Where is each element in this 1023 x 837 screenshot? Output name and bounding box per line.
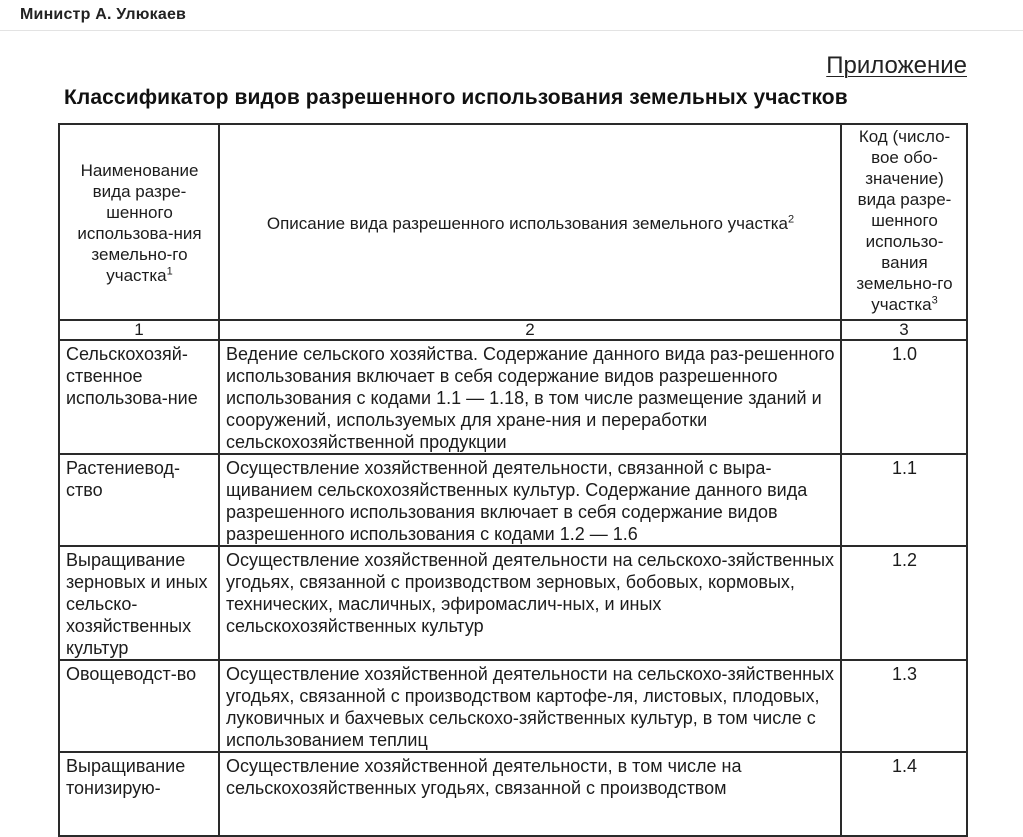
row-code: 1.3 — [841, 660, 967, 752]
header-bar — [0, 0, 1023, 31]
row-name: Растениевод-ство — [59, 454, 219, 546]
row-name: Выращивание зерновых и иных сельско-хозяйственных культур — [59, 546, 219, 660]
row-code: 1.1 — [841, 454, 967, 546]
column-number: 2 — [219, 320, 841, 340]
table-row — [59, 660, 967, 752]
classifier-table — [58, 123, 968, 837]
document-title: Классификатор видов разрешенного использования земельных участков — [64, 86, 848, 109]
row-code: 1.4 — [841, 752, 967, 836]
row-description: Осуществление хозяйственной деятельности на сельскохо-зяйственных угодьях, связанной с производством картофе-ля, листовых, плодовых, луковичных и бахчевых сельскохо-зяйственных культур, в том числе с использованием теплиц — [219, 660, 841, 752]
header-code: Код (число-вое обо-значение) вида разре-шенного использо-вания земельно-го участка$^3$ — [841, 124, 967, 320]
table-row — [59, 454, 967, 546]
row-description: Ведение сельского хозяйства. Содержание данного вида раз-решенного использования включает в себя содержание видов разрешенного использования с кодами 1.1 — 1.18, в том числе размещение зданий и сооружений, используемых для хране-ния и переработки сельскохозяйственной продукции — [219, 340, 841, 454]
row-name: Сельскохозяй-ственное использова-ние — [59, 340, 219, 454]
table-row — [59, 752, 967, 836]
header-name: Наименование вида разре-шенного использова-ния земельно-го участка$^1$ — [59, 124, 219, 320]
column-number: 3 — [841, 320, 967, 340]
minister-signature: Министр А. Улюкаев — [20, 6, 187, 23]
column-number: 1 — [59, 320, 219, 340]
table-row — [59, 546, 967, 660]
table-row — [59, 340, 967, 454]
row-code: 1.2 — [841, 546, 967, 660]
row-name: Овощеводст-во — [59, 660, 219, 752]
appendix-label: Приложение — [826, 52, 967, 79]
row-name: Выращивание тонизирую- — [59, 752, 219, 836]
column-number-row — [59, 320, 967, 340]
row-code: 1.0 — [841, 340, 967, 454]
row-description: Осуществление хозяйственной деятельности, связанной с выра-щиванием сельскохозяйственных культур. Содержание данного вида разрешенного использования включает в себя содержание видов разрешенного использования с кодами 1.2 — 1.6 — [219, 454, 841, 546]
row-description: Осуществление хозяйственной деятельности, в том числе на сельскохозяйственных угодьях, связанной с производством — [219, 752, 841, 836]
header-description: Описание вида разрешенного использования земельного участка$^2$ — [219, 124, 841, 320]
row-description: Осуществление хозяйственной деятельности на сельскохо-зяйственных угодьях, связанной с производством зерновых, бобовых, кормовых, технических, масличных, эфиромаслич-ных, и иных сельскохозяйственных культур — [219, 546, 841, 660]
table-header-row — [59, 124, 967, 320]
